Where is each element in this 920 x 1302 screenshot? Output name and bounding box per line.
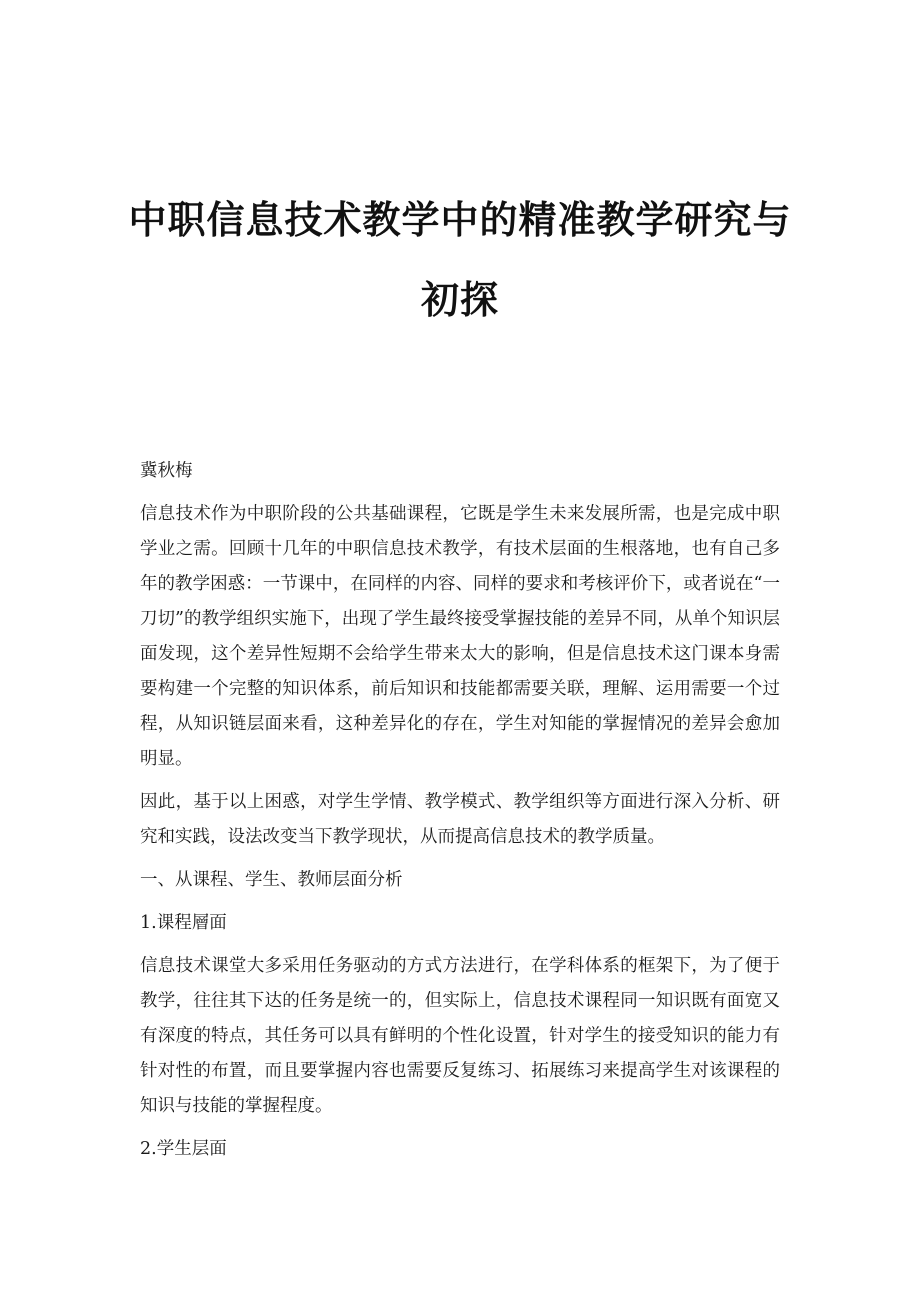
subheading-course: 1.课程層面 xyxy=(140,913,227,933)
paragraph-therefore: 因此，基于以上困惑，对学生学情、教学模式、教学组织等方面进行深入分析、研究和实践，设法改变当下教学现状，从而提高信息技术的教学质量。 xyxy=(140,792,780,847)
paragraph-course: 信息技术课堂大多采用任务驱动的方式方法进行，在学科体系的框架下，为了便于教学，往往其下达的任务是统一的，但实际上，信息技术课程同一知识既有面宽又有深度的特点，其任务可以具有鲜明的个性化设置，针对学生的接受知识的能力有针对性的布置，而且要掌握内容也需要反复练习、拓展练习来提高学生对该课程的知识与技能的掌握程度。 xyxy=(140,956,780,1116)
paragraph-intro: 信息技术作为中职阶段的公共基础课程，它既是学生未来发展所需，也是完成中职学业之需。回顾十几年的中职信息技术教学，有技术层面的生根落地，也有自己多年的教学困惑：一节课中，在同样的内容、同样的要求和考核评价下，或者说在“一刀切”的教学组织实施下，出现了学生最终接受掌握技能的差异不同，从单个知识层面发现，这个差异性短期不会给学生带来太大的影响，但是信息技术这门课本身需要构建一个完整的知识体系，前后知识和技能都需要关联，理解、运用需要一个过程，从知识链层面来看，这种差异化的存在，学生对知能的掌握情况的差异会愈加明显。 xyxy=(140,504,780,769)
section-heading-analysis: 一、从课程、学生、教师层面分析 xyxy=(140,870,403,890)
document-body xyxy=(140,454,780,1175)
title-line-1: 中职信息技术教学中的精准教学研究与 xyxy=(128,198,792,242)
subheading-student: 2.学生层面 xyxy=(140,1139,227,1159)
title-line-2: 初探 xyxy=(420,278,499,322)
author-name: 冀秋梅 xyxy=(140,461,193,481)
document-title xyxy=(110,180,810,340)
